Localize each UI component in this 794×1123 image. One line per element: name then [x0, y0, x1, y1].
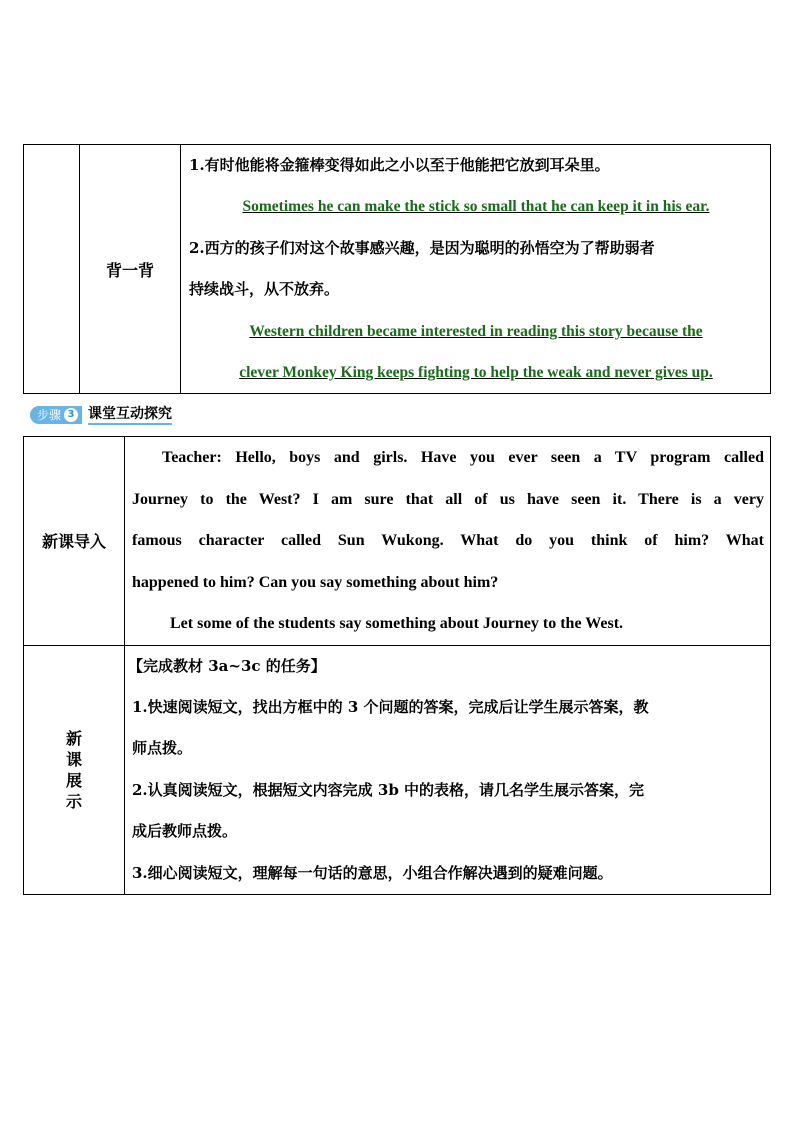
intro-line-3: famous character called Sun Wukong. What do you think of him? What	[132, 532, 764, 549]
step-title: 课堂互动探究	[88, 405, 172, 425]
intro-label: 新课导入	[24, 437, 125, 646]
display-label-char-2: 课	[65, 749, 82, 769]
step-heading	[30, 405, 172, 425]
recite-item1-en: Sometimes he can make the stick so small that he can keep it in his ear.	[242, 198, 710, 216]
intro-closing: Let some of the students say something about Journey to the West.	[170, 615, 624, 632]
display-content	[125, 645, 771, 894]
recite-item2-en-line2: clever Monkey King keeps fighting to help the weak and never gives up.	[239, 363, 713, 381]
recite-label: 背一背	[80, 145, 181, 394]
lesson-table	[23, 436, 771, 895]
display-line-2: 师点拨。	[132, 739, 193, 758]
recite-item2-en-line1: Western children became interested in reading this story because the	[249, 322, 703, 340]
recite-item2-cn-line2: 持续战斗，从不放弃。	[189, 280, 340, 299]
recite-blank-cell	[24, 145, 80, 394]
intro-content	[125, 437, 771, 646]
intro-line-2: Journey to the West? I am sure that all of us have seen it. There is a very	[132, 490, 764, 508]
display-line-1: 1.快速阅读短文，找出方框中的 3 个问题的答案，完成后让学生展示答案，教	[132, 697, 649, 716]
display-label-char-1: 新	[65, 728, 82, 748]
display-line-5: 3.细心阅读短文，理解每一句话的意思，小组合作解决遇到的疑难问题。	[132, 863, 613, 882]
display-line-3: 2.认真阅读短文，根据短文内容完成 3b 中的表格，请几名学生展示答案，完	[132, 780, 645, 799]
recite-content	[181, 145, 771, 394]
intro-line-4: happened to him? Can you say something about him?	[132, 573, 499, 591]
display-label-char-4: 示	[65, 791, 82, 811]
step-badge	[30, 406, 82, 424]
display-line-4: 成后教师点拨。	[132, 822, 238, 841]
display-label	[24, 645, 125, 894]
display-label-char-3: 展	[65, 770, 82, 790]
recite-item1-cn: 1.有时他能将金箍棒变得如此之小以至于他能把它放到耳朵里。	[189, 156, 610, 174]
intro-line-1: Teacher: Hello, boys and girls. Have you ever seen a TV program called	[162, 449, 764, 466]
recite-item2-cn-line1: 2.西方的孩子们对这个故事感兴趣，是因为聪明的孙悟空为了帮助弱者	[189, 238, 655, 257]
recite-table	[23, 144, 771, 394]
display-header: 【完成教材 3a~3c 的任务】	[128, 656, 326, 675]
step-number: 3	[64, 408, 78, 422]
step-badge-text: 步骤	[37, 408, 62, 422]
